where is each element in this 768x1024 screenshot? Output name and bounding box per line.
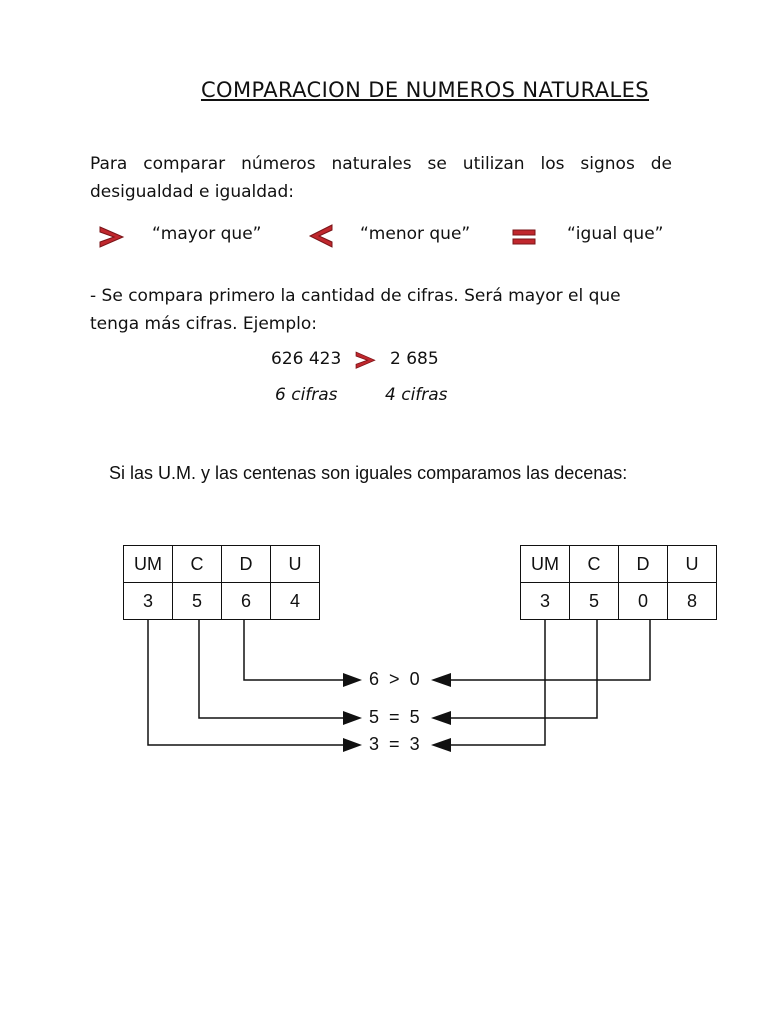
comparison-operator: = [389,707,400,727]
arrowhead-icon [343,673,362,687]
example-left-number: 626 423 [271,349,342,369]
thousands-left-connector [148,620,345,745]
example-right-number: 2 685 [390,349,439,369]
header-cell: C [173,546,222,583]
tens-right-connector [449,620,650,680]
arrowhead-icon [343,711,362,725]
comparison-operator: = [389,734,400,754]
comparison-right-digit: 3 [409,734,420,754]
equals-icon [509,222,541,254]
arrowhead-icon [431,673,451,687]
example-left-digits: 6 cifras [275,385,338,405]
digit-cell: 5 [173,583,222,620]
comparison-tens [369,669,420,690]
hundreds-right-connector [449,620,597,718]
header-cell: UM [521,546,570,583]
greater-than-icon [352,348,378,374]
comparison-hundreds [369,707,420,728]
equals-label: “igual que” [567,224,664,244]
thousands-right-connector [449,620,545,745]
example-right-digits: 4 cifras [385,385,448,405]
digit-cell: 6 [222,583,271,620]
table-row [521,583,717,620]
table-row [124,583,320,620]
greater-than-icon [95,222,127,254]
comparison-left-digit: 6 [369,669,380,689]
table-row [124,546,320,583]
page-title: COMPARACION DE NUMEROS NATURALES [200,78,650,102]
signs-legend [95,222,675,254]
comparison-thousands [369,734,420,755]
arrowhead-icon [343,738,362,752]
tens-left-connector [244,620,345,680]
hundreds-left-connector [199,620,345,718]
comparison-operator: > [389,669,400,689]
comparison-right-digit: 0 [409,669,420,689]
digit-cell: 8 [668,583,717,620]
tens-comparison-sentence: Si las U.M. y las centenas son iguales comparamos las decenas: [109,463,628,483]
table-row [521,546,717,583]
digit-cell: 3 [124,583,173,620]
digit-cell: 4 [271,583,320,620]
less-than-icon [305,222,337,254]
digit-cell: 5 [570,583,619,620]
arrowhead-icon [431,711,451,725]
left-place-value-table [123,545,320,620]
header-cell: D [222,546,271,583]
greater-than-label: “mayor que” [152,224,262,244]
digit-cell: 0 [619,583,668,620]
comparison-left-digit: 3 [369,734,380,754]
intro-paragraph: Para comparar números naturales se utilizan los signos de desigualdad e igualdad: [90,154,672,202]
header-cell: C [570,546,619,583]
digit-cell: 3 [521,583,570,620]
rule-paragraph: - Se compara primero la cantidad de cifras. Será mayor el que tenga más cifras. Ejemplo: [90,286,621,334]
comparison-left-digit: 5 [369,707,380,727]
header-cell: UM [124,546,173,583]
right-place-value-table [520,545,717,620]
arrowhead-icon [431,738,451,752]
header-cell: D [619,546,668,583]
comparison-right-digit: 5 [409,707,420,727]
header-cell: U [668,546,717,583]
header-cell: U [271,546,320,583]
less-than-label: “menor que” [360,224,471,244]
